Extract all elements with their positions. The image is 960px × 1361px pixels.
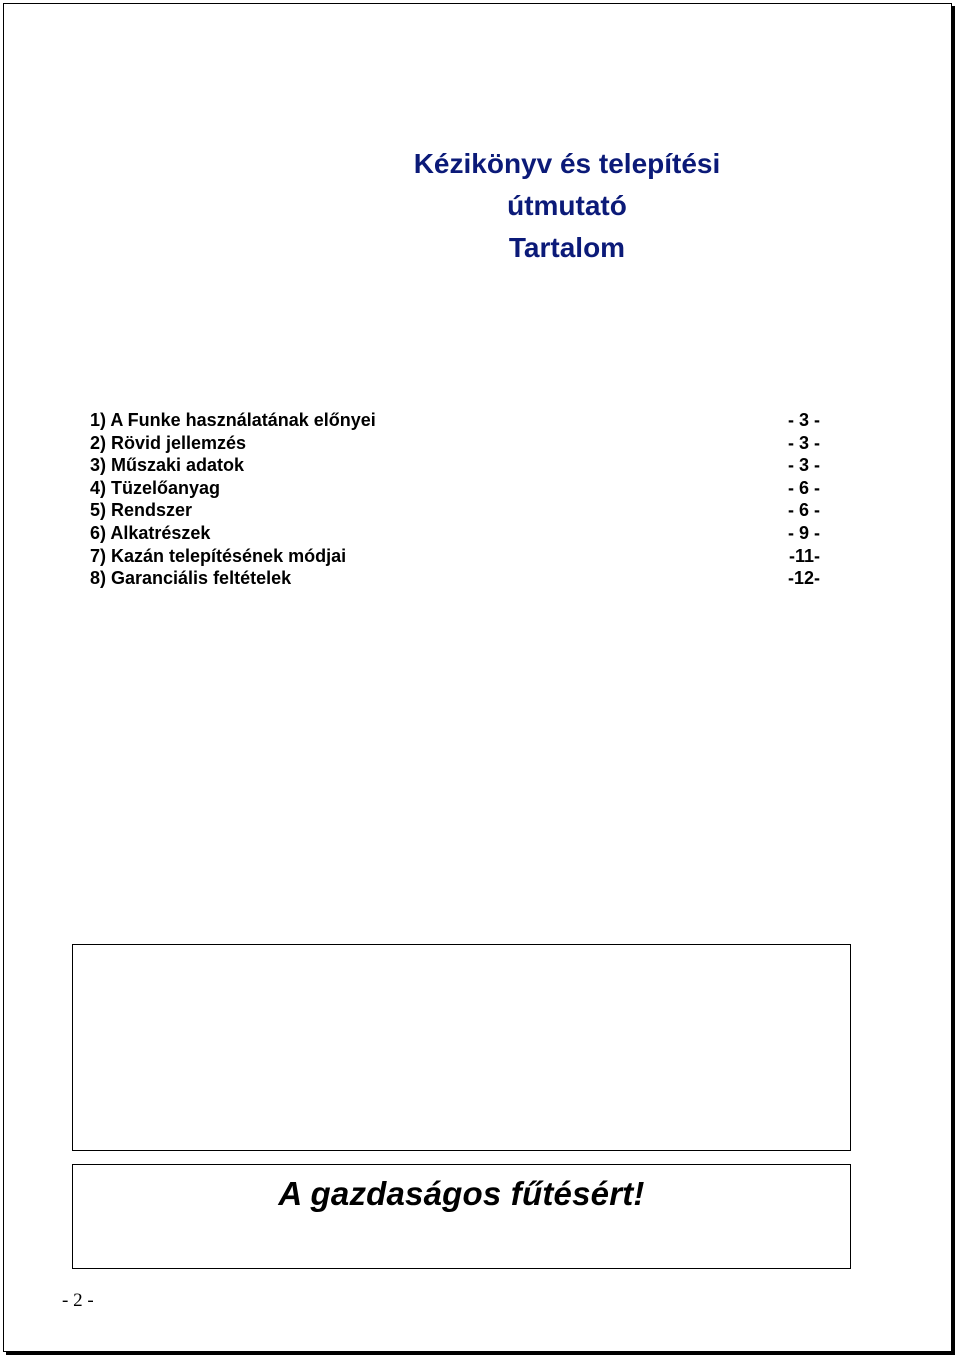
toc-item[interactable] bbox=[90, 522, 820, 545]
toc-item[interactable] bbox=[90, 477, 820, 500]
title-line-1: Kézikönyv és telepítési bbox=[413, 148, 721, 179]
toc-item[interactable] bbox=[90, 545, 820, 568]
toc-item-page: - 3 - bbox=[787, 432, 820, 453]
slogan-box bbox=[72, 1164, 851, 1269]
toc-item-label: 5) Rendszer bbox=[90, 500, 193, 521]
image-placeholder-box bbox=[72, 944, 851, 1151]
toc-item-label: 6) Alkatrészek bbox=[90, 522, 211, 543]
toc-item[interactable] bbox=[90, 499, 820, 522]
toc-item-page: - 3 - bbox=[787, 410, 820, 430]
slogan-text: A gazdaságos fűtésért! bbox=[278, 1175, 645, 1212]
toc-item[interactable] bbox=[90, 432, 820, 455]
toc-item-label: 4) Tüzelőanyag bbox=[90, 477, 221, 498]
toc-item[interactable] bbox=[90, 454, 820, 477]
toc-item-page: - 3 - bbox=[787, 455, 820, 476]
page-number: - 2 - bbox=[62, 1290, 94, 1311]
document-title bbox=[360, 143, 774, 269]
toc-item-page: - 6 - bbox=[787, 500, 820, 521]
title-line-3: Tartalom bbox=[508, 232, 626, 263]
toc-item-page: - 9 - bbox=[787, 522, 820, 543]
title-line-2: útmutató bbox=[507, 190, 627, 221]
toc-item[interactable] bbox=[90, 567, 820, 590]
toc-item-label: 1) A Funke használatának előnyei bbox=[90, 410, 376, 430]
toc-item-label: 3) Műszaki adatok bbox=[90, 455, 245, 476]
toc-item-label: 8) Garanciális feltételek bbox=[90, 568, 292, 589]
toc-item-page: -11- bbox=[788, 545, 820, 566]
toc-item-page: - 6 - bbox=[787, 477, 820, 498]
toc-item[interactable] bbox=[90, 409, 820, 432]
toc-item-page: -12- bbox=[787, 568, 820, 589]
toc-item-label: 2) Rövid jellemzés bbox=[90, 432, 247, 453]
table-of-contents bbox=[90, 409, 820, 590]
toc-item-label: 7) Kazán telepítésének módjai bbox=[90, 545, 347, 566]
